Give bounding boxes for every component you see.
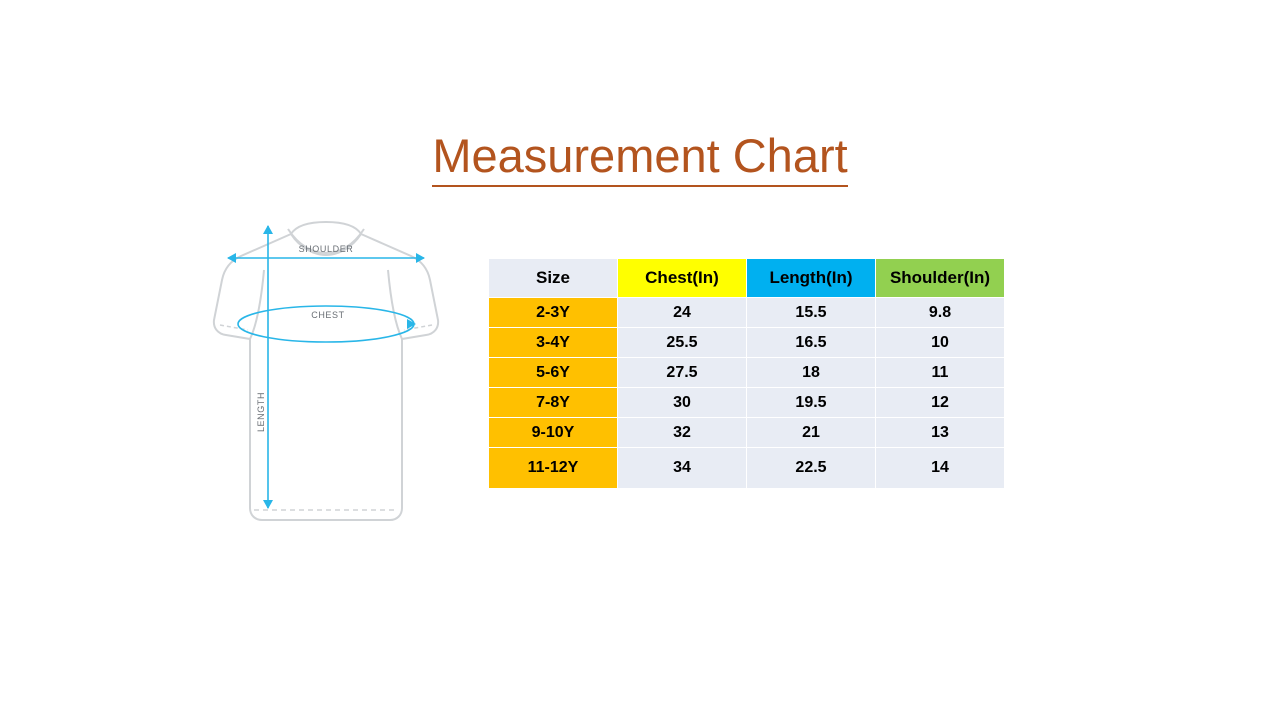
cell-shoulder: 14 bbox=[876, 448, 1005, 489]
page-title-text: Measurement Chart bbox=[432, 129, 847, 187]
cell-shoulder: 9.8 bbox=[876, 298, 1005, 328]
column-header-length: Length(In) bbox=[747, 259, 876, 298]
chest-label: CHEST bbox=[311, 310, 345, 320]
cell-shoulder: 11 bbox=[876, 358, 1005, 388]
cell-length: 16.5 bbox=[747, 328, 876, 358]
cell-shoulder: 12 bbox=[876, 388, 1005, 418]
cell-size: 5-6Y bbox=[489, 358, 618, 388]
cell-chest: 32 bbox=[618, 418, 747, 448]
page-title bbox=[0, 128, 1280, 183]
cell-length: 22.5 bbox=[747, 448, 876, 489]
cell-chest: 25.5 bbox=[618, 328, 747, 358]
table-header-row bbox=[489, 259, 1005, 298]
table-row bbox=[489, 388, 1005, 418]
cell-chest: 24 bbox=[618, 298, 747, 328]
cell-size: 2-3Y bbox=[489, 298, 618, 328]
cell-length: 21 bbox=[747, 418, 876, 448]
cell-chest: 27.5 bbox=[618, 358, 747, 388]
table-row bbox=[489, 448, 1005, 489]
length-label: LENGTH bbox=[256, 391, 266, 433]
table-row bbox=[489, 418, 1005, 448]
table-row bbox=[489, 298, 1005, 328]
table-row bbox=[489, 328, 1005, 358]
cell-size: 11-12Y bbox=[489, 448, 618, 489]
table-row bbox=[489, 358, 1005, 388]
measurement-table bbox=[488, 258, 1005, 489]
cell-shoulder: 13 bbox=[876, 418, 1005, 448]
cell-size: 7-8Y bbox=[489, 388, 618, 418]
cell-chest: 30 bbox=[618, 388, 747, 418]
cell-shoulder: 10 bbox=[876, 328, 1005, 358]
column-header-size: Size bbox=[489, 259, 618, 298]
cell-size: 9-10Y bbox=[489, 418, 618, 448]
cell-length: 18 bbox=[747, 358, 876, 388]
cell-size: 3-4Y bbox=[489, 328, 618, 358]
column-header-chest: Chest(In) bbox=[618, 259, 747, 298]
tshirt-diagram bbox=[196, 212, 456, 532]
cell-chest: 34 bbox=[618, 448, 747, 489]
column-header-shoulder: Shoulder(In) bbox=[876, 259, 1005, 298]
cell-length: 19.5 bbox=[747, 388, 876, 418]
shoulder-label: SHOULDER bbox=[298, 244, 354, 254]
cell-length: 15.5 bbox=[747, 298, 876, 328]
